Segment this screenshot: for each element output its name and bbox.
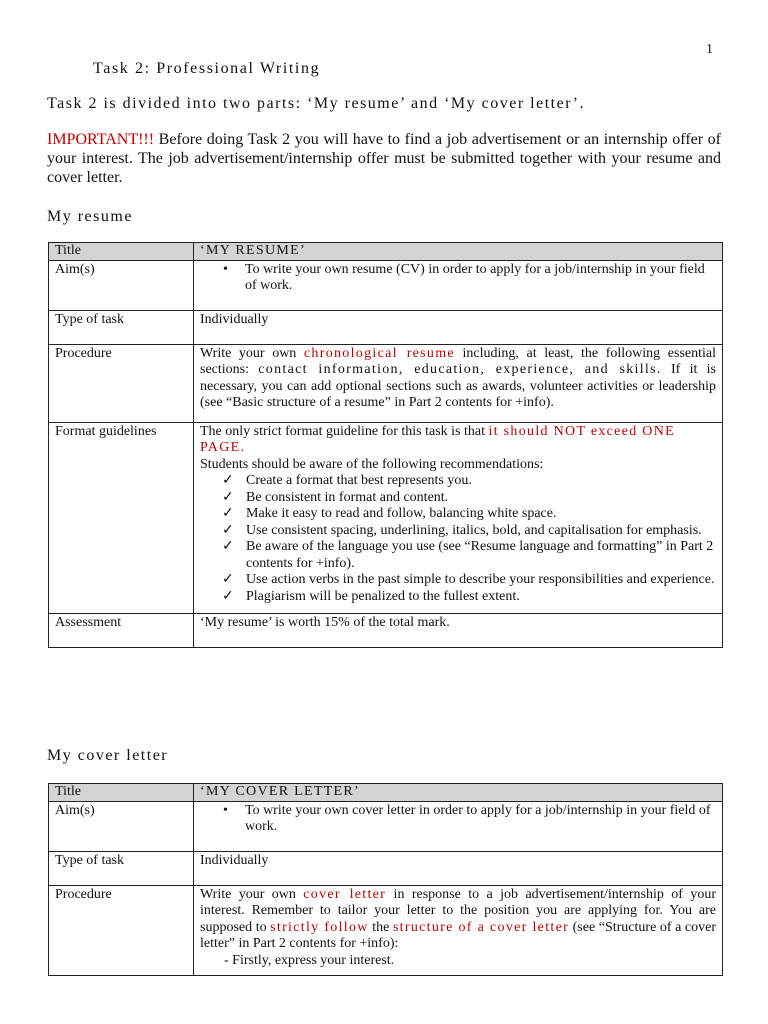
resume-title-value: ‘MY RESUME’ [194, 243, 723, 261]
cover-title-label: Title [49, 784, 194, 802]
resume-aim-value: • To write your own resume (CV) in order to apply for a job/internship in your field of work. [245, 262, 716, 295]
cover-step-1: - Firstly, express your interest. [224, 952, 395, 968]
resume-assessment-row [49, 614, 723, 648]
checkmark-icon: ✓ [222, 588, 234, 604]
task-title: Task 2: Professional Writing [93, 60, 321, 77]
resume-type-row [49, 310, 723, 344]
recommendations-list [200, 473, 716, 605]
cover-aim-value: • To write your own cover letter in order to apply for a job/internship in your field of work. [245, 803, 716, 836]
cover-procedure-text: Write your own cover letter in response to a job advertisement/internship of your interest. Remember to tailor your letter to the position you are applying for. You are supposed to strictly follow the structure of a cover letter (see “Structure of a cover letter” in Part 2 contents for +info): - Firstly, express your interest. [194, 885, 723, 976]
cover-type-value: Individually [194, 851, 723, 885]
checkmark-icon: ✓ [222, 539, 234, 554]
resume-title-row [49, 243, 723, 261]
resume-assessment-value: ‘My resume’ is worth 15% of the total mark. [194, 614, 723, 648]
checkmark-icon: ✓ [222, 473, 234, 488]
structure-highlight: structure of a cover letter [392, 919, 570, 935]
resume-procedure-text: Write your own chronological resume including, at least, the following essential sections: contact information, education, experience, and skills. If it is necessary, you can add optional sections such as awards, volunteer activities or leadership (see “Basic structure of a resume” in Part 2 contents for +info). [194, 344, 723, 422]
resume-format-label: Format guidelines [49, 422, 194, 614]
list-item: ✓ Use action verbs in the past simple to describe your responsibilities and experience. [222, 572, 715, 587]
chronological-resume-highlight: chronological resume [303, 345, 455, 361]
cover-type-row [49, 851, 723, 885]
resume-format-row [49, 422, 723, 614]
cover-title-value: ‘MY COVER LETTER’ [194, 784, 723, 802]
resume-table [48, 242, 723, 648]
cover-letter-heading: My cover letter [47, 747, 169, 764]
resume-title-label: Title [49, 243, 194, 261]
checkmark-icon: ✓ [222, 489, 234, 505]
one-page-highlight: it should NOT exceed ONE PAGE. [200, 423, 675, 455]
cover-aim-row [49, 801, 723, 851]
resume-aim-label: Aim(s) [49, 260, 194, 310]
list-item: ✓ Make it easy to read and follow, balancing white space. [222, 506, 557, 521]
resume-assessment-label: Assessment [49, 614, 194, 648]
list-item: ✓ Use consistent spacing, underlining, italics, bold, and capitalisation for emphasis. [222, 522, 702, 538]
resume-procedure-label: Procedure [49, 344, 194, 422]
checkmark-icon: ✓ [222, 572, 234, 587]
list-item: ✓ Be consistent in format and content. [222, 489, 449, 505]
cover-letter-table [48, 783, 723, 976]
checkmark-icon: ✓ [222, 522, 234, 538]
important-text: Before doing Task 2 you will have to find a job advertisement or an internship offer of your interest. The job advertisement/internship offer must be submitted together with your resume and cover letter. [47, 131, 721, 186]
cover-aim-label: Aim(s) [49, 801, 194, 851]
list-item: ✓ Create a format that best represents you. [222, 473, 472, 488]
important-label: IMPORTANT!!! [47, 131, 155, 148]
cover-procedure-label: Procedure [49, 885, 194, 976]
list-item: ✓ Be aware of the language you use (see “Resume language and formatting” in Part 2 contents for +info). [222, 539, 714, 571]
resume-heading: My resume [47, 208, 133, 225]
intro-text: Task 2 is divided into two parts: ‘My resume’ and ‘My cover letter’. [47, 95, 585, 112]
strictly-follow-highlight: strictly follow [270, 919, 369, 935]
important-notice [47, 130, 721, 187]
resume-type-label: Type of task [49, 310, 194, 344]
page-number: 1 [706, 42, 713, 57]
list-item: ✓ Plagiarism will be penalized to the fullest extent. [222, 588, 520, 604]
cover-letter-highlight: cover letter [303, 886, 387, 902]
cover-title-row [49, 784, 723, 802]
resume-format-text: The only strict format guideline for this task is that it should NOT exceed ONE PAGE. Students should be aware of the following recommendations: ✓ Create a format that best represents you. ✓ Be consistent in format and content. ✓ Make it easy to read and follow, balancing white space. ✓ Use consistent spacing, underlining, italics, bold, and capitalisation for emphasis. ✓ Be aware of the language you use (see “Resume language and formatting” in Part 2 contents for +info). ✓ Use action verbs in the past simple to describe your responsibilities and experience. ✓ Plagiarism will be penalized to the fullest extent. [194, 422, 723, 614]
recommendations-intro: Students should be aware of the following recommendations: [200, 456, 544, 472]
resume-type-value: Individually [194, 310, 723, 344]
essential-sections-list: contact information, education, experience, and skills. [258, 362, 662, 377]
resume-aim-row [49, 260, 723, 310]
resume-procedure-row [49, 344, 723, 422]
cover-type-label: Type of task [49, 851, 194, 885]
checkmark-icon: ✓ [222, 506, 234, 521]
cover-procedure-row [49, 885, 723, 976]
